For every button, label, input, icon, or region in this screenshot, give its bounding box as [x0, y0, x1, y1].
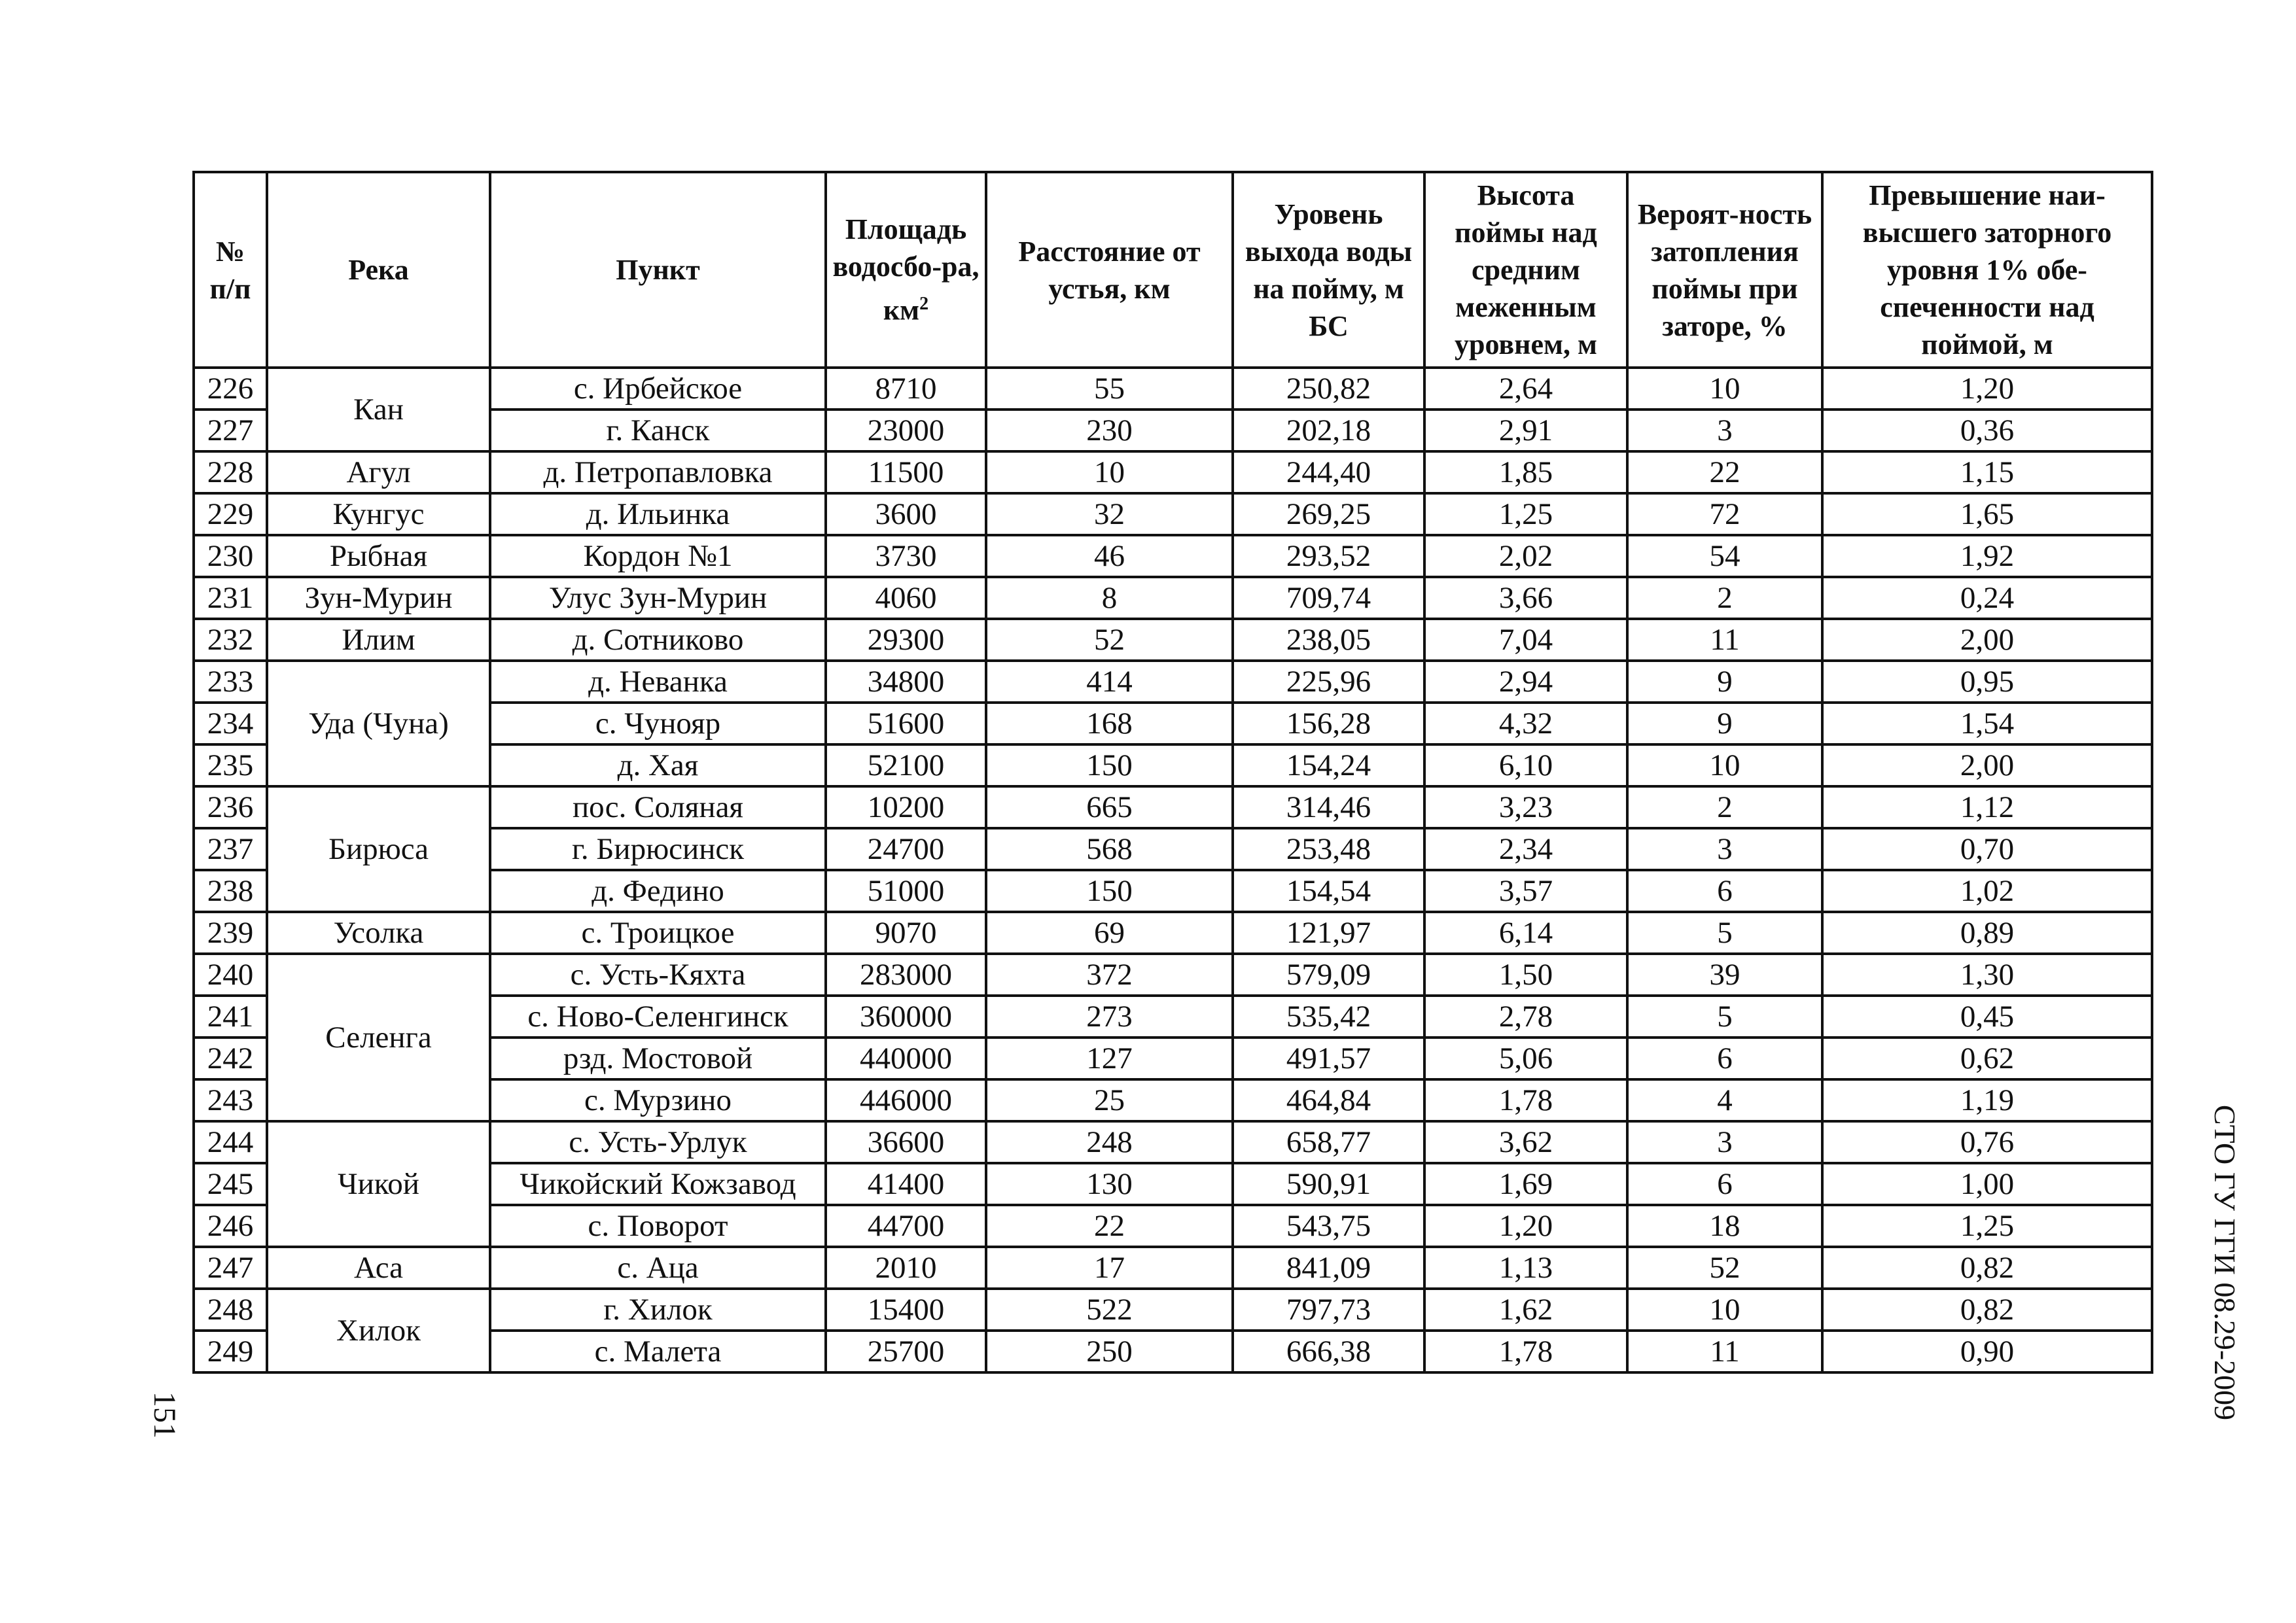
cell-distance: 22 [986, 1205, 1233, 1247]
table-row [194, 451, 2152, 493]
cell-river: Агул [267, 451, 490, 493]
cell-number: 228 [194, 451, 267, 493]
cell-probability: 5 [1627, 996, 1822, 1038]
cell-excess: 1,12 [1822, 786, 2152, 828]
cell-point: д. Неванка [490, 661, 826, 703]
cell-excess: 0,24 [1822, 577, 2152, 619]
cell-distance: 250 [986, 1331, 1233, 1372]
cell-number: 244 [194, 1121, 267, 1163]
header-excess: Превышение наи-высшего заторного уровня 1% обе-спеченности над поймой, м [1822, 172, 2152, 368]
cell-excess: 0,70 [1822, 828, 2152, 870]
cell-level: 253,48 [1233, 828, 1424, 870]
cell-excess: 1,30 [1822, 954, 2152, 996]
cell-height: 7,04 [1424, 619, 1627, 661]
table-row [194, 954, 2152, 996]
cell-area: 8710 [826, 368, 986, 410]
table-row [194, 619, 2152, 661]
cell-probability: 9 [1627, 703, 1822, 744]
cell-distance: 10 [986, 451, 1233, 493]
cell-number: 248 [194, 1289, 267, 1331]
cell-level: 156,28 [1233, 703, 1424, 744]
cell-excess: 2,00 [1822, 619, 2152, 661]
cell-number: 234 [194, 703, 267, 744]
cell-point: Чикойский Кожзавод [490, 1163, 826, 1205]
cell-point: с. Аца [490, 1247, 826, 1289]
cell-probability: 3 [1627, 828, 1822, 870]
cell-level: 658,77 [1233, 1121, 1424, 1163]
cell-level: 269,25 [1233, 493, 1424, 535]
cell-probability: 2 [1627, 786, 1822, 828]
cell-number: 249 [194, 1331, 267, 1372]
table-row [194, 1121, 2152, 1163]
cell-height: 1,13 [1424, 1247, 1627, 1289]
cell-level: 464,84 [1233, 1079, 1424, 1121]
cell-point: Кордон №1 [490, 535, 826, 577]
cell-point: пос. Соляная [490, 786, 826, 828]
flood-data-table [192, 171, 2153, 1374]
cell-height: 6,10 [1424, 744, 1627, 786]
cell-level: 491,57 [1233, 1038, 1424, 1079]
cell-distance: 55 [986, 368, 1233, 410]
cell-distance: 168 [986, 703, 1233, 744]
cell-probability: 2 [1627, 577, 1822, 619]
cell-excess: 1,20 [1822, 368, 2152, 410]
cell-height: 1,85 [1424, 451, 1627, 493]
cell-distance: 130 [986, 1163, 1233, 1205]
table-row [194, 1289, 2152, 1331]
cell-height: 1,62 [1424, 1289, 1627, 1331]
cell-number: 238 [194, 870, 267, 912]
cell-excess: 0,90 [1822, 1331, 2152, 1372]
cell-distance: 273 [986, 996, 1233, 1038]
cell-probability: 11 [1627, 1331, 1822, 1372]
cell-distance: 150 [986, 870, 1233, 912]
cell-point: рзд. Мостовой [490, 1038, 826, 1079]
cell-distance: 32 [986, 493, 1233, 535]
cell-number: 226 [194, 368, 267, 410]
cell-height: 3,66 [1424, 577, 1627, 619]
cell-distance: 414 [986, 661, 1233, 703]
cell-excess: 0,82 [1822, 1247, 2152, 1289]
cell-excess: 1,54 [1822, 703, 2152, 744]
cell-excess: 0,36 [1822, 410, 2152, 451]
page-number: 151 [147, 1391, 183, 1439]
cell-point: Улус Зун-Мурин [490, 577, 826, 619]
cell-distance: 25 [986, 1079, 1233, 1121]
cell-height: 2,91 [1424, 410, 1627, 451]
header-distance: Расстояние от устья, км [986, 172, 1233, 368]
cell-level: 225,96 [1233, 661, 1424, 703]
cell-distance: 230 [986, 410, 1233, 451]
cell-number: 231 [194, 577, 267, 619]
cell-height: 3,23 [1424, 786, 1627, 828]
cell-distance: 665 [986, 786, 1233, 828]
cell-river: Рыбная [267, 535, 490, 577]
cell-river: Чикой [267, 1121, 490, 1247]
header-area-sup: 2 [919, 294, 929, 315]
cell-river: Кан [267, 368, 490, 451]
cell-area: 51600 [826, 703, 986, 744]
cell-area: 446000 [826, 1079, 986, 1121]
cell-number: 241 [194, 996, 267, 1038]
cell-river: Усолка [267, 912, 490, 954]
cell-point: д. Петропавловка [490, 451, 826, 493]
cell-probability: 39 [1627, 954, 1822, 996]
cell-number: 243 [194, 1079, 267, 1121]
cell-river: Кунгус [267, 493, 490, 535]
cell-excess: 0,95 [1822, 661, 2152, 703]
header-height: Высота поймы над средним меженным уровнем, м [1424, 172, 1627, 368]
cell-river: Селенга [267, 954, 490, 1121]
cell-height: 1,78 [1424, 1331, 1627, 1372]
cell-level: 202,18 [1233, 410, 1424, 451]
cell-height: 3,57 [1424, 870, 1627, 912]
cell-area: 3600 [826, 493, 986, 535]
cell-distance: 522 [986, 1289, 1233, 1331]
cell-level: 797,73 [1233, 1289, 1424, 1331]
header-area-text: Площадь водосбо-ра, км [832, 213, 980, 326]
cell-probability: 3 [1627, 1121, 1822, 1163]
cell-height: 2,94 [1424, 661, 1627, 703]
table-row [194, 661, 2152, 703]
cell-point: г. Канск [490, 410, 826, 451]
cell-level: 590,91 [1233, 1163, 1424, 1205]
cell-probability: 10 [1627, 744, 1822, 786]
header-river: Река [267, 172, 490, 368]
cell-excess: 0,89 [1822, 912, 2152, 954]
cell-point: г. Бирюсинск [490, 828, 826, 870]
cell-distance: 46 [986, 535, 1233, 577]
cell-number: 240 [194, 954, 267, 996]
cell-area: 11500 [826, 451, 986, 493]
cell-river: Аса [267, 1247, 490, 1289]
cell-area: 51000 [826, 870, 986, 912]
cell-area: 44700 [826, 1205, 986, 1247]
cell-height: 2,34 [1424, 828, 1627, 870]
cell-point: д. Сотниково [490, 619, 826, 661]
cell-excess: 0,76 [1822, 1121, 2152, 1163]
cell-distance: 372 [986, 954, 1233, 996]
cell-level: 709,74 [1233, 577, 1424, 619]
cell-distance: 17 [986, 1247, 1233, 1289]
cell-level: 543,75 [1233, 1205, 1424, 1247]
header-level: Уровень выхода воды на пойму, м БС [1233, 172, 1424, 368]
cell-excess: 2,00 [1822, 744, 2152, 786]
cell-probability: 11 [1627, 619, 1822, 661]
cell-height: 3,62 [1424, 1121, 1627, 1163]
cell-river: Зун-Мурин [267, 577, 490, 619]
cell-probability: 72 [1627, 493, 1822, 535]
cell-river: Уда (Чуна) [267, 661, 490, 786]
cell-height: 4,32 [1424, 703, 1627, 744]
cell-excess: 0,62 [1822, 1038, 2152, 1079]
cell-point: д. Федино [490, 870, 826, 912]
cell-probability: 9 [1627, 661, 1822, 703]
table-row [194, 912, 2152, 954]
header-probability: Вероят-ность затопления поймы при заторе, % [1627, 172, 1822, 368]
cell-point: с. Чунояр [490, 703, 826, 744]
cell-level: 314,46 [1233, 786, 1424, 828]
cell-point: с. Троицкое [490, 912, 826, 954]
cell-number: 235 [194, 744, 267, 786]
cell-number: 236 [194, 786, 267, 828]
cell-point: с. Ново-Селенгинск [490, 996, 826, 1038]
cell-probability: 6 [1627, 870, 1822, 912]
cell-probability: 10 [1627, 1289, 1822, 1331]
cell-area: 9070 [826, 912, 986, 954]
cell-level: 121,97 [1233, 912, 1424, 954]
table-body [194, 368, 2152, 1372]
cell-number: 232 [194, 619, 267, 661]
cell-area: 25700 [826, 1331, 986, 1372]
table-row [194, 368, 2152, 410]
cell-area: 23000 [826, 410, 986, 451]
cell-excess: 0,45 [1822, 996, 2152, 1038]
cell-distance: 52 [986, 619, 1233, 661]
header-area [826, 172, 986, 368]
table-row [194, 493, 2152, 535]
cell-area: 52100 [826, 744, 986, 786]
cell-probability: 4 [1627, 1079, 1822, 1121]
cell-number: 239 [194, 912, 267, 954]
cell-area: 2010 [826, 1247, 986, 1289]
cell-distance: 8 [986, 577, 1233, 619]
cell-point: с. Мурзино [490, 1079, 826, 1121]
cell-point: с. Усть-Урлук [490, 1121, 826, 1163]
cell-area: 4060 [826, 577, 986, 619]
cell-probability: 5 [1627, 912, 1822, 954]
cell-height: 2,02 [1424, 535, 1627, 577]
cell-probability: 6 [1627, 1038, 1822, 1079]
cell-area: 41400 [826, 1163, 986, 1205]
cell-height: 5,06 [1424, 1038, 1627, 1079]
cell-level: 250,82 [1233, 368, 1424, 410]
header-row [194, 172, 2152, 368]
cell-height: 2,64 [1424, 368, 1627, 410]
table-row [194, 1247, 2152, 1289]
cell-area: 36600 [826, 1121, 986, 1163]
cell-area: 24700 [826, 828, 986, 870]
cell-excess: 1,02 [1822, 870, 2152, 912]
cell-excess: 0,82 [1822, 1289, 2152, 1331]
cell-level: 666,38 [1233, 1331, 1424, 1372]
cell-excess: 1,92 [1822, 535, 2152, 577]
cell-level: 244,40 [1233, 451, 1424, 493]
table-row [194, 577, 2152, 619]
cell-number: 229 [194, 493, 267, 535]
cell-area: 3730 [826, 535, 986, 577]
cell-level: 154,24 [1233, 744, 1424, 786]
cell-point: с. Поворот [490, 1205, 826, 1247]
cell-height: 1,20 [1424, 1205, 1627, 1247]
cell-number: 233 [194, 661, 267, 703]
cell-level: 238,05 [1233, 619, 1424, 661]
cell-probability: 6 [1627, 1163, 1822, 1205]
cell-probability: 3 [1627, 410, 1822, 451]
cell-distance: 248 [986, 1121, 1233, 1163]
cell-number: 227 [194, 410, 267, 451]
cell-excess: 1,00 [1822, 1163, 2152, 1205]
cell-excess: 1,25 [1822, 1205, 2152, 1247]
cell-point: с. Ирбейское [490, 368, 826, 410]
cell-probability: 54 [1627, 535, 1822, 577]
cell-height: 6,14 [1424, 912, 1627, 954]
cell-area: 34800 [826, 661, 986, 703]
cell-probability: 52 [1627, 1247, 1822, 1289]
table-row [194, 535, 2152, 577]
cell-area: 29300 [826, 619, 986, 661]
cell-level: 293,52 [1233, 535, 1424, 577]
cell-river: Бирюса [267, 786, 490, 912]
cell-point: с. Малета [490, 1331, 826, 1372]
cell-height: 2,78 [1424, 996, 1627, 1038]
table-row [194, 786, 2152, 828]
cell-number: 242 [194, 1038, 267, 1079]
cell-height: 1,78 [1424, 1079, 1627, 1121]
cell-area: 360000 [826, 996, 986, 1038]
cell-excess: 1,15 [1822, 451, 2152, 493]
cell-number: 230 [194, 535, 267, 577]
cell-number: 237 [194, 828, 267, 870]
cell-height: 1,50 [1424, 954, 1627, 996]
cell-distance: 150 [986, 744, 1233, 786]
cell-point: г. Хилок [490, 1289, 826, 1331]
cell-level: 841,09 [1233, 1247, 1424, 1289]
document-code: СТО ГУ ГГИ 08.29-2009 [2208, 1104, 2242, 1421]
cell-height: 1,25 [1424, 493, 1627, 535]
cell-number: 245 [194, 1163, 267, 1205]
cell-point: с. Усть-Кяхта [490, 954, 826, 996]
cell-excess: 1,65 [1822, 493, 2152, 535]
cell-area: 15400 [826, 1289, 986, 1331]
cell-number: 247 [194, 1247, 267, 1289]
cell-height: 1,69 [1424, 1163, 1627, 1205]
cell-probability: 10 [1627, 368, 1822, 410]
cell-point: д. Хая [490, 744, 826, 786]
cell-excess: 1,19 [1822, 1079, 2152, 1121]
cell-level: 579,09 [1233, 954, 1424, 996]
cell-distance: 127 [986, 1038, 1233, 1079]
cell-river: Илим [267, 619, 490, 661]
header-point: Пункт [490, 172, 826, 368]
cell-distance: 568 [986, 828, 1233, 870]
header-num: № п/п [194, 172, 267, 368]
cell-point: д. Ильинка [490, 493, 826, 535]
cell-probability: 22 [1627, 451, 1822, 493]
cell-river: Хилок [267, 1289, 490, 1372]
cell-area: 283000 [826, 954, 986, 996]
cell-level: 154,54 [1233, 870, 1424, 912]
cell-number: 246 [194, 1205, 267, 1247]
cell-probability: 18 [1627, 1205, 1822, 1247]
cell-area: 10200 [826, 786, 986, 828]
cell-area: 440000 [826, 1038, 986, 1079]
cell-distance: 69 [986, 912, 1233, 954]
cell-level: 535,42 [1233, 996, 1424, 1038]
